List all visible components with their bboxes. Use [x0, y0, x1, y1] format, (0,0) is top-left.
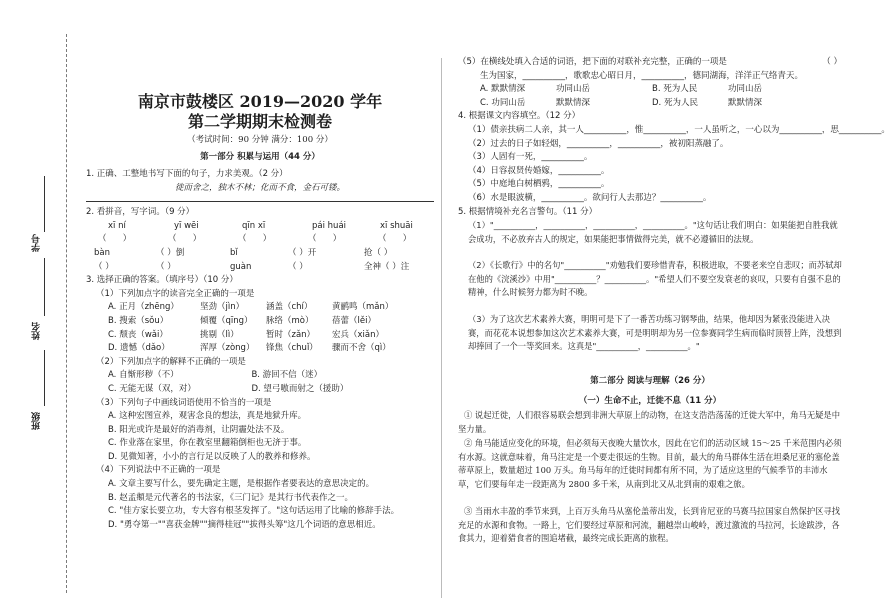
answer-paren[interactable]: （ ） — [822, 57, 842, 67]
q4-item[interactable]: （5）中庭地白树栖鸦，__________。 — [468, 179, 610, 190]
option-text: 蓓蕾（lěi） — [332, 315, 376, 326]
q3-5-couplet: 生为国家，__________，歌歌忠心昭日月，__________，德同湖海，洋洋正气络青天。 — [480, 70, 804, 81]
q4-item[interactable]: （2）过去的日子如轻烟，__________，__________，被初阳蒸融了。 — [468, 138, 729, 149]
reading-paragraph-1: ① 说起迁徙，人们很容易联会想到非洲大草原上的动物，在这支浩浩荡荡的迁徙大军中，角马无疑是中坚力量。 — [458, 410, 841, 434]
q3-2-options — [86, 369, 434, 396]
binding-label-name: 姓名 — [32, 322, 42, 340]
option-text: 宏兵（xiǎn） — [332, 329, 384, 340]
option-text: 功同山岳 — [556, 84, 591, 95]
q2-cell[interactable]: 全神（ ）注 — [364, 261, 410, 272]
option-text: 功同山岳 — [728, 84, 763, 95]
q5-2[interactable]: （2）《长歌行》中的名句"__________"劝勉我们要珍惜青春，积极进取，不要老来空自悲叹；而苏轼却在他的《浣溪沙》中用"__________？__________。"希望人们不要空发衰老的哀叹，只要有自强不息的精神，什么时候努力都为时不晚。 — [468, 260, 842, 298]
exam-info: （考试时间：90 分钟 满分：100 分） — [187, 135, 333, 145]
q2-row2 — [86, 247, 434, 261]
q3-5-text: （5）在横线处填入合适的词语，把下面的对联补充完整，正确的一项是 — [458, 57, 727, 67]
option-text[interactable]: C. 无能无谋（双，对） — [108, 383, 196, 394]
page-divider — [441, 58, 442, 598]
option-text: 骤而不舍（qì） — [332, 343, 391, 354]
option-text[interactable]: A. 这种宏图宣养，观害念良的想法，真是地狱升库。 — [108, 411, 307, 422]
q2-answer-boxes[interactable]: （ ） （ ） （ ） （ ） （ ） — [98, 234, 412, 245]
q2-stem: 2. 看拼音，写字词。（9 分） — [86, 207, 195, 218]
q3-5-options — [458, 83, 842, 110]
q2-cell[interactable]: （ ） — [288, 261, 308, 272]
exam-title-line2: 第二学期期末检测卷 — [187, 112, 332, 131]
part1-heading: 第一部分 积累与运用（44 分） — [200, 152, 320, 162]
option-text[interactable]: B. 搜索（sǒu） — [108, 315, 169, 326]
option-text[interactable]: D. 死为人民 — [652, 97, 698, 108]
binding-dashed-line — [66, 34, 67, 593]
binding-label-class: 班级 — [32, 412, 42, 430]
reading-paragraph-2: ② 角马能适应变化的环境，但必须每天夜晚大量饮水，因此在它们的活动区域 15～25 千米范围内必须有水源。这就意味着，角马注定是一个要走很远的生物。目前，最大的角马群体生活在坦桑尼亚的塞伦盖蒂草原上，数量超过 100 万头。角马每年的迁徙时间都有所不同，为了适应这里的气候季节的丰沛水草，它们要每年走一段距离为 2800 多千米，从南到北又从北到南的艰难之旅。 — [458, 438, 842, 489]
q2-cell[interactable]: （ ）开 — [288, 247, 317, 258]
option-text[interactable]: B. 阳光或许是最好的消毒剂，让阴霾处法不及。 — [108, 424, 290, 435]
q3-3-stem: （3）下列句子中画线词语使用不恰当的一项是 — [96, 397, 272, 408]
option-text[interactable]: B. 死为人民 — [652, 84, 698, 95]
pinyin-item: yī wēi — [174, 220, 199, 231]
q2-pinyin-row — [86, 220, 434, 234]
q3-1-stem: （1）下列加点字的读音完全正确的一项是 — [96, 288, 255, 299]
q2-cell[interactable]: 抢（ ） — [364, 247, 393, 258]
binding-line-name — [44, 258, 45, 316]
pinyin-item: qīn xī — [242, 220, 266, 231]
option-text: 倾覆（qīng） — [200, 315, 253, 326]
q2-cell: bàn — [94, 247, 110, 258]
q1-writing-line — [86, 201, 434, 202]
option-text: 坚劲（jìn） — [200, 302, 245, 313]
option-text[interactable]: C. 作业落在家里，你在教室里翻箱倒柜也无济于事。 — [108, 438, 307, 449]
part2-heading: 第二部分 阅读与理解（26 分） — [590, 376, 710, 387]
q4-item[interactable]: （6）水是眼波横，__________。欲问行人去那边？__________。 — [468, 192, 712, 203]
option-text[interactable]: D. "勇夺第一""喜获金牌""摘得桂冠""拔得头筹"这几个词语的意思相近。 — [108, 519, 381, 530]
option-text[interactable]: A. 文章主要写什么，要先确定主题，是根据作者要表达的意思决定的。 — [108, 479, 375, 490]
q2-cell[interactable]: （ ）倒 — [156, 247, 185, 258]
binding-field-class — [30, 412, 43, 430]
binding-line-class — [44, 350, 45, 406]
option-text: 锋焦（chuǐ） — [266, 343, 318, 354]
option-text: 黄鹂鸣（mǎn） — [332, 302, 394, 313]
q3-stem: 3. 选择正确的答案。（填序号）（10 分） — [86, 275, 238, 286]
pinyin-item: xī ní — [108, 220, 126, 231]
option-text[interactable]: D. 望弓嗷而射之（援助） — [251, 383, 349, 394]
right-page — [458, 56, 890, 545]
q1-sentence: 徙而舍之，独木不林；化而不食，金石可镂。 — [174, 182, 345, 193]
q3-2-stem: （2）下列加点字的解释不正确的一项是 — [96, 356, 246, 367]
option-text[interactable]: A. 默默情深 — [480, 84, 526, 95]
option-text[interactable]: B. 赵孟頫是元代著名的书法家，《三门记》是其行书代表作之一。 — [108, 492, 353, 503]
q5-stem: 5. 根据情境补充名言警句。（11 分） — [458, 206, 598, 217]
option-text: 暂时（zǎn） — [266, 329, 316, 340]
q3-1-options — [86, 301, 434, 355]
left-page — [86, 92, 434, 532]
option-text: 默默情深 — [556, 97, 591, 108]
q3-5-stem — [458, 56, 842, 70]
option-text[interactable]: A. 自惭形秽（不） — [108, 370, 179, 381]
q2-cell: guàn — [230, 261, 252, 272]
q4-item[interactable]: （4）日容叔贤传婚嫁，__________。 — [468, 165, 610, 176]
option-text[interactable]: D. 遗憾（dǎo） — [108, 343, 170, 354]
pinyin-item: xī shuāi — [380, 220, 413, 231]
q2-cell[interactable]: （ ） — [94, 261, 114, 272]
q2-cell: bǐ — [230, 247, 238, 258]
option-text: 挑剔（lì） — [200, 329, 239, 340]
option-text[interactable]: D. 见微知著，小小的言行足以反映了人的教养和修养。 — [108, 451, 316, 462]
option-text: 脉络（mò） — [266, 315, 314, 326]
option-text[interactable]: C. 功同山岳 — [480, 97, 526, 108]
option-text: 浑厚（zòng） — [200, 343, 255, 354]
q4-item[interactable]: （3）人固有一死，__________。 — [468, 152, 593, 163]
option-text[interactable]: C. "佳方家长要立功，专大容有根茎发挥了。"这句话运用了比喻的修辞手法。 — [108, 506, 400, 517]
q5-1[interactable]: （1）"__________，__________，__________，__________。"这句话让我们明白：如果能把自胜我就会成功，不必放弃古人的规定，如果能把事情做得完美，就不必遵循旧的法规。 — [468, 220, 838, 244]
q4-item[interactable]: （1）债亲扶病二人亲，其一人__________，惟__________，一人虽听之，一心以为__________，思__________。 — [468, 124, 890, 135]
option-text[interactable]: B. 游回不信（迷） — [251, 370, 323, 381]
q5-3[interactable]: （3）为了这次艺术素养大赛，明明可是下了一番苦功练习钢琴曲，结果，他却因为紧张没能进入决赛，而花花本说想参加这次艺术素养大赛，可是明明却为另一位参赛同学生病而临时顶替上阵，没想到却捧回了一个一等奖回来。这真是"__________，__________。" — [468, 314, 842, 352]
binding-field-student-id — [30, 234, 43, 252]
binding-line-student-id — [44, 176, 45, 232]
q1-stem: 1. 正确、工整地书写下面的句子，力求美观。（2 分） — [86, 169, 288, 179]
q2-row3 — [86, 261, 434, 275]
q2-cell[interactable]: （ ） — [156, 261, 176, 272]
exam-title-line1: 南京市鼓楼区 2019—2020 学年 — [137, 92, 383, 111]
pinyin-item: pái huái — [312, 220, 347, 231]
binding-field-name — [30, 322, 43, 340]
option-text[interactable]: A. 正月（zhēng） — [108, 302, 179, 313]
q3-4-stem: （4）下列说法中不正确的一项是 — [96, 465, 221, 476]
binding-label-student-id: 学号 — [32, 234, 42, 252]
option-text[interactable]: C. 颓丧（wǎi） — [108, 329, 168, 340]
reading-paragraph-3: ③ 当雨水丰盈的季节来到，上百万头角马从塞伦盖蒂出发，长到肯尼亚的马赛马拉国家自然保护区寻找充足的水源和食物。一路上，它们要经过草原和河流，翻越崇山峻岭，渡过激流的马拉河，长途跋涉，各食其力，迎着猎食者的围追堵截，最终完成长距离的旅程。 — [458, 506, 841, 544]
option-text: 涵盖（chí） — [266, 302, 313, 313]
option-text: 默默情深 — [728, 97, 763, 108]
section1-heading: （一）生命不止，迁徙不息（11 分） — [578, 396, 722, 407]
q4-stem: 4. 根据课文内容填空。（12 分） — [458, 111, 581, 122]
